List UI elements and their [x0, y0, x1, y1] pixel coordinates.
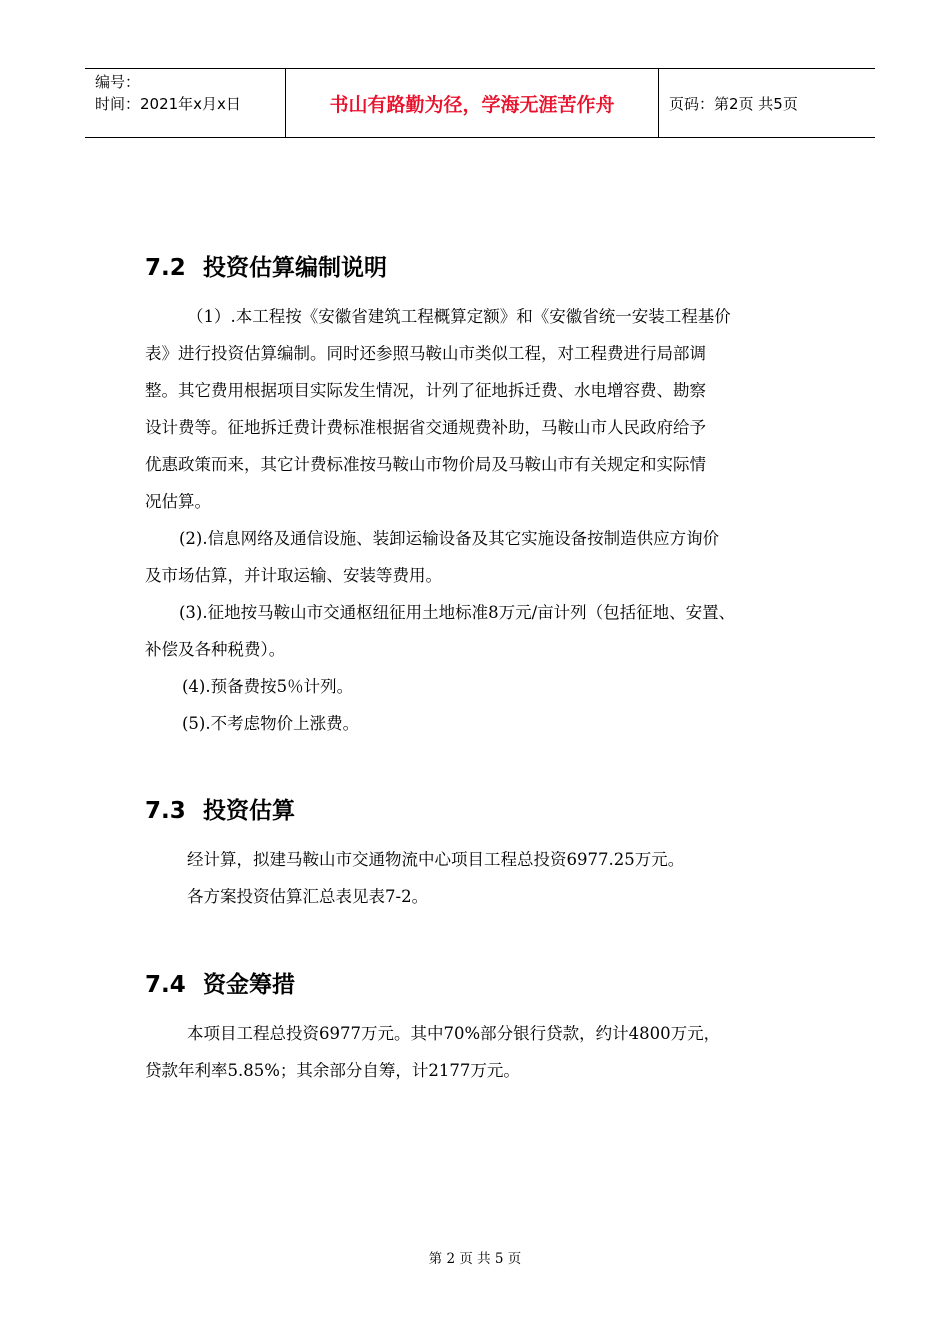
section-title: 资金筹措 — [203, 972, 295, 998]
paragraph-line: 补偿及各种税费）。 — [145, 640, 286, 659]
paragraph — [145, 668, 825, 705]
paragraph-line: 优惠政策而来，其它计费标准按马鞍山市物价局及马鞍山市有关规定和实际情 — [145, 455, 706, 474]
paragraph-line: 贷款年利率5.85%；其余部分自筹，计2177万元。 — [145, 1061, 520, 1080]
paragraph — [145, 841, 825, 878]
paragraph-line: (2).信息网络及通信设施、装卸运输设备及其它实施设备按制造供应方询价 — [179, 529, 720, 548]
paragraph — [145, 520, 825, 594]
paragraph-line: 整。其它费用根据项目实际发生情况，计列了征地拆迁费、水电增容费、勘察 — [145, 381, 706, 400]
paragraph-line: 况估算。 — [145, 492, 211, 511]
page-header — [85, 68, 875, 138]
paragraph-line: 表》进行投资估算编制。同时还参照马鞍山市类似工程，对工程费进行局部调 — [145, 344, 706, 363]
section-heading — [145, 792, 295, 825]
paragraph-line: (5).不考虑物价上涨费。 — [182, 714, 360, 733]
paragraph-line: 及市场估算，并计取运输、安装等费用。 — [145, 566, 442, 585]
paragraph-line: 经计算，拟建马鞍山市交通物流中心项目工程总投资6977.25万元。 — [187, 850, 685, 869]
section-heading — [145, 966, 295, 999]
header-motto: 书山有路勤为径，学海无涯苦作舟 — [285, 69, 659, 137]
paragraph-line: 本项目工程总投资6977万元。其中70%部分银行贷款，约计4800万元， — [187, 1024, 721, 1043]
page-footer: 第 2 页 共 5 页 — [428, 1251, 522, 1267]
section-number: 7.3 — [145, 798, 186, 824]
header-page-info: 页码：第2页 共5页 — [669, 94, 798, 113]
paragraph — [145, 878, 825, 915]
section-number: 7.4 — [145, 972, 186, 998]
paragraph — [145, 705, 825, 742]
paragraph-line: (4).预备费按5％计列。 — [182, 677, 354, 696]
section-title: 投资估算编制说明 — [203, 255, 387, 281]
paragraph — [145, 594, 825, 668]
paragraph — [145, 1015, 825, 1089]
paragraph — [145, 298, 825, 335]
section-title: 投资估算 — [203, 798, 295, 824]
paragraph-line: (3).征地按马鞍山市交通枢纽征用土地标准8万元/亩计列（包括征地、安置、 — [179, 603, 736, 622]
paragraph-line: 各方案投资估算汇总表见表7-2。 — [187, 887, 429, 906]
header-number-label: 编号： — [95, 73, 141, 91]
section-number: 7.2 — [145, 255, 186, 281]
paragraph-line: 设计费等。征地拆迁费计费标准根据省交通规费补助，马鞍山市人民政府给予 — [145, 418, 706, 437]
header-date-label: 时间：2021年x月x日 — [95, 95, 241, 113]
paragraph — [145, 335, 825, 520]
section-heading — [145, 249, 387, 282]
header-meta — [85, 69, 285, 137]
paragraph-line: （1）.本工程按《安徽省建筑工程概算定额》和《安徽省统一安装工程基价 — [187, 307, 731, 326]
